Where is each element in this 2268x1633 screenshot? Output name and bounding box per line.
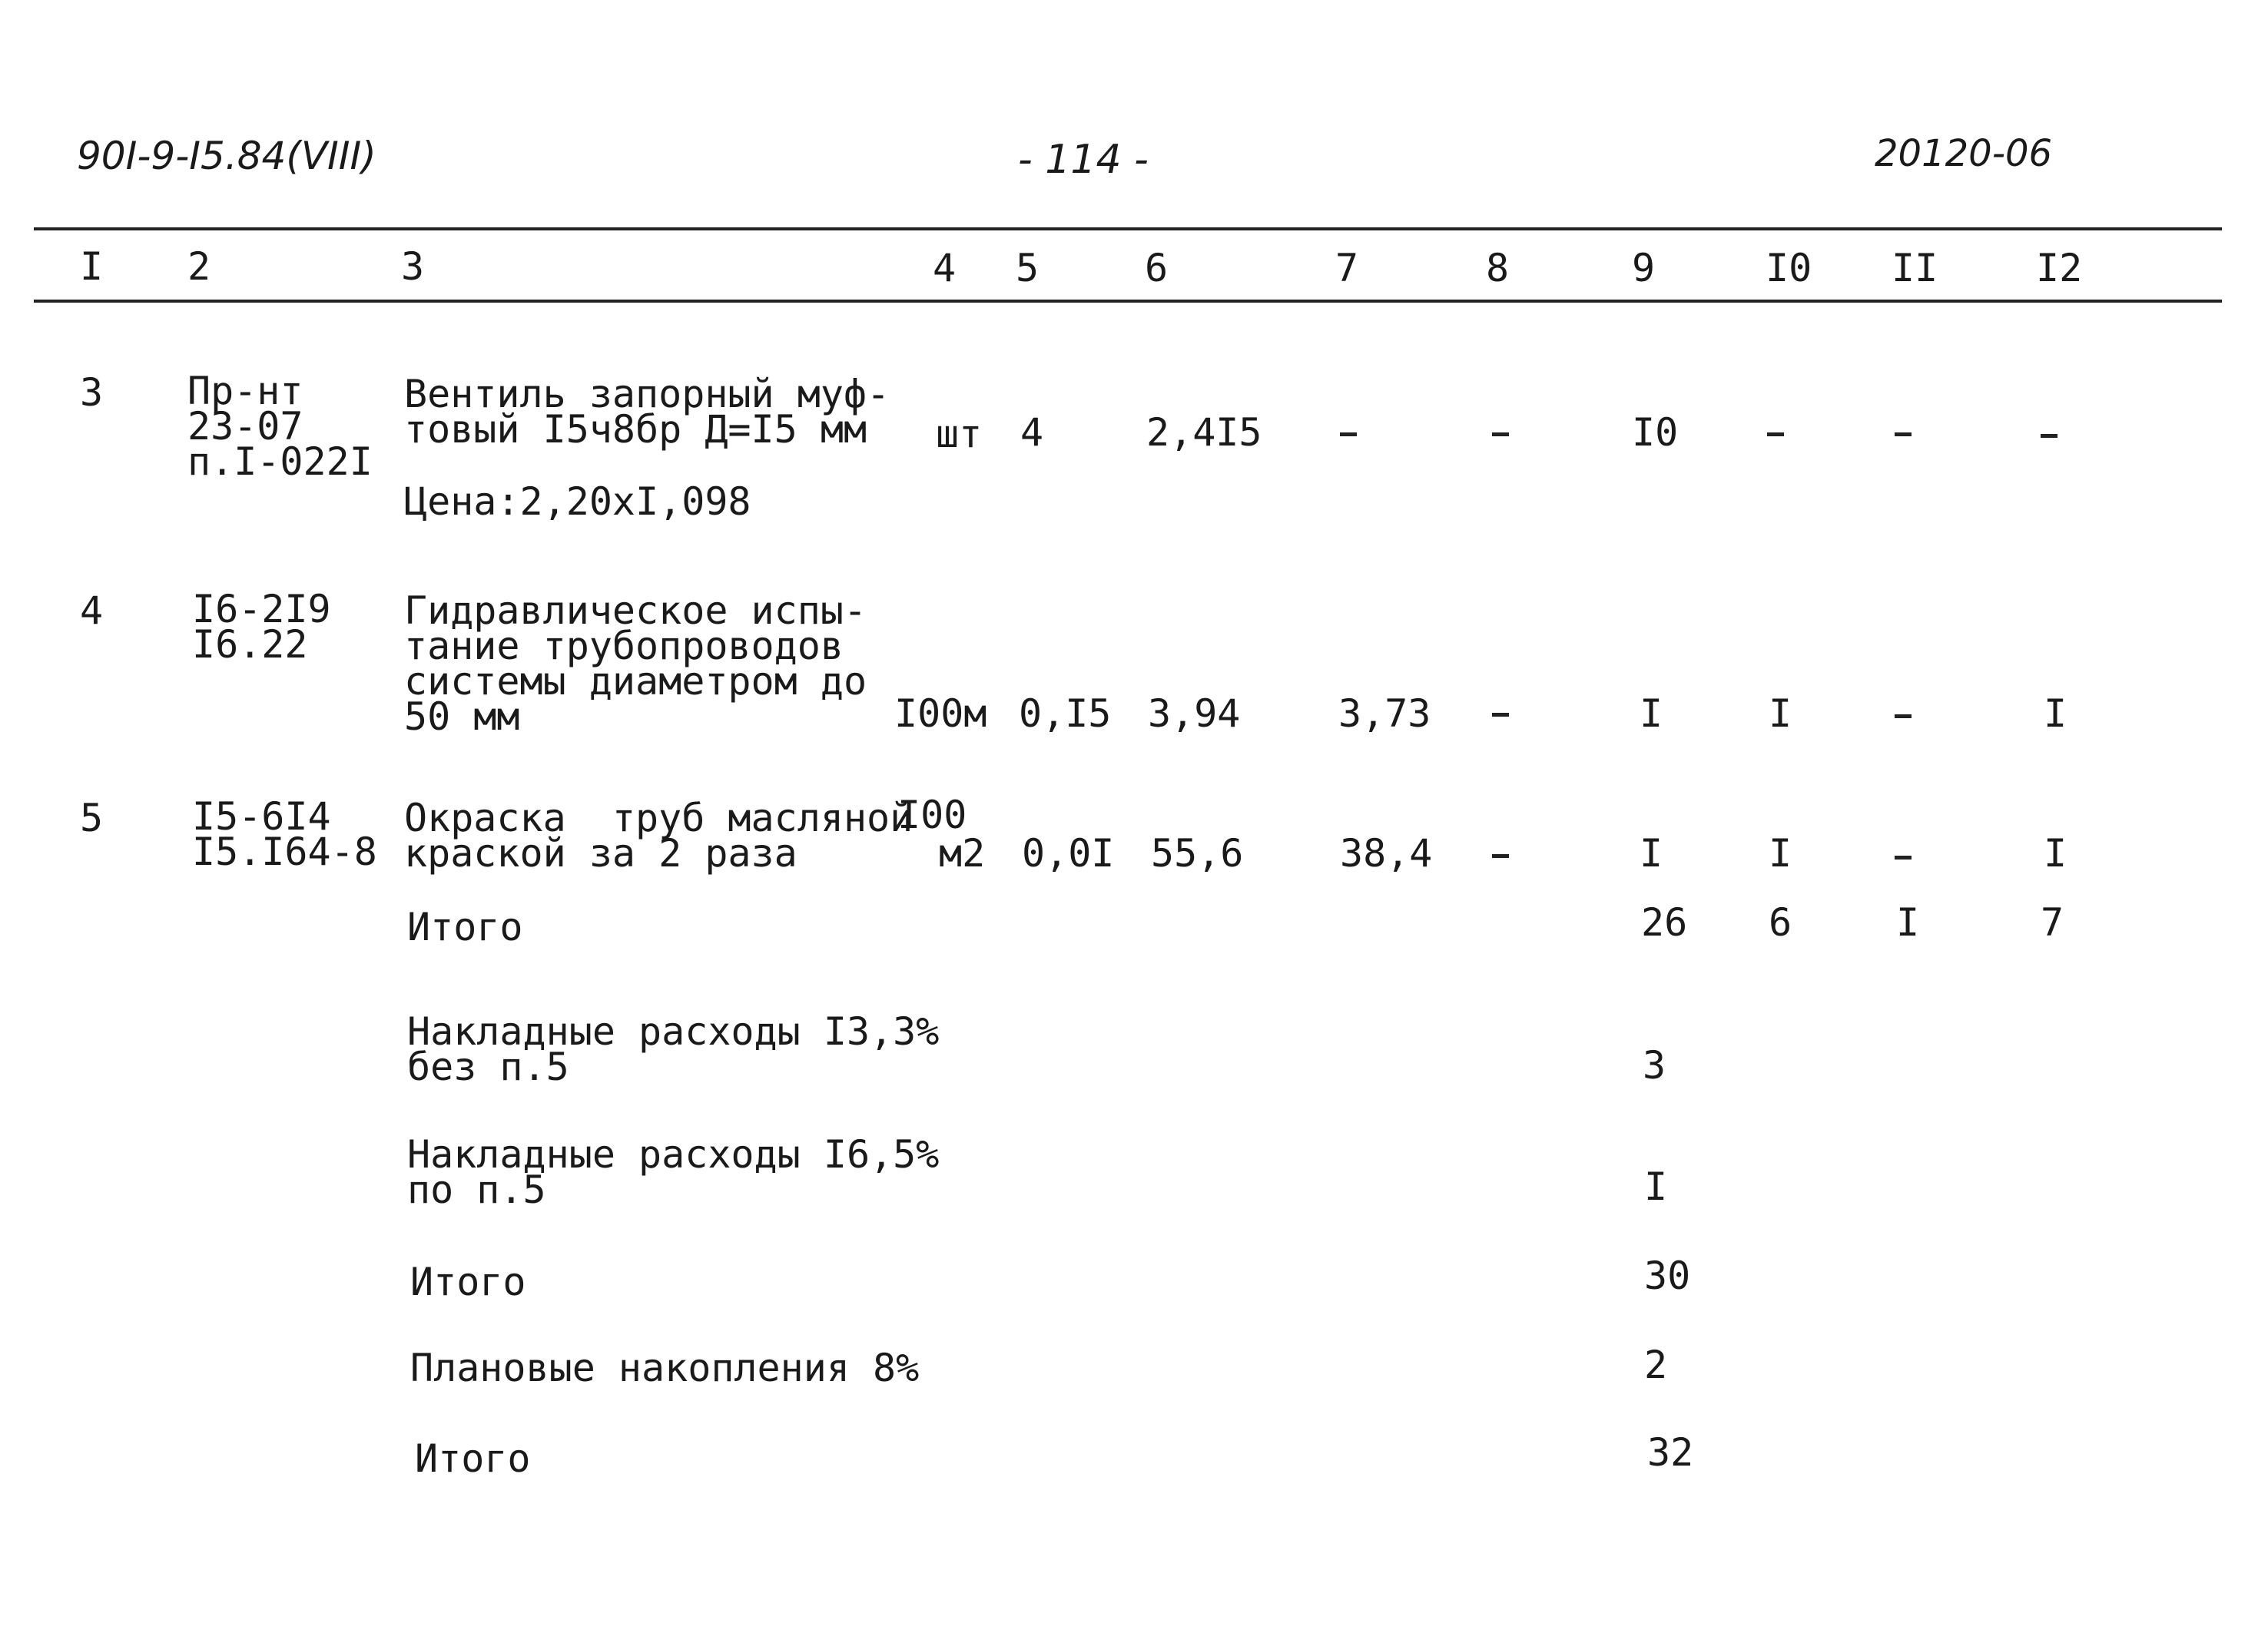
row-unit-top: I00 [897, 793, 967, 837]
col-header-8: 8 [1486, 246, 1510, 290]
sheet-code: 20120-06 [1875, 132, 2053, 175]
row-col8-dash [1492, 854, 1509, 858]
row-col7-dash [1340, 432, 1357, 436]
row-col12-dash [2041, 434, 2057, 438]
col-header-5: 5 [1016, 246, 1040, 290]
table-header-rule [34, 300, 2222, 303]
row-col9: I [1640, 831, 1663, 876]
row-number: 3 [80, 370, 104, 415]
row-col9: I0 [1632, 410, 1679, 455]
row-number: 4 [80, 588, 104, 633]
row-col7: 38,4 [1340, 831, 1433, 876]
summary-label: Плановые накопления 8% [410, 1346, 920, 1390]
col-header-7: 7 [1335, 246, 1359, 290]
summary-col9: 3 [1643, 1043, 1666, 1088]
col-header-6: 6 [1145, 246, 1169, 290]
row-quantity: 0,0I [1022, 831, 1115, 876]
row-col6: 55,6 [1151, 831, 1244, 876]
summary-col9: 30 [1644, 1254, 1691, 1298]
page-number: - 114 - [1018, 137, 1149, 183]
summary-col9: 32 [1647, 1430, 1694, 1475]
summary-col11: I [1896, 900, 1920, 945]
row-col9: I [1640, 691, 1663, 736]
row-col6: 3,94 [1148, 691, 1241, 736]
row-description: Вентиль запорный муф- товый I5ч8бр Д=I5 мм [404, 372, 890, 452]
col-header-11: II [1892, 246, 1938, 290]
row-description: Гидравлическое испы- тание трубопроводов системы диаметром до 50 мм [404, 588, 867, 739]
col-header-3: 3 [401, 244, 425, 289]
row-number: 5 [80, 796, 104, 840]
row-col6: 2,4I5 [1146, 410, 1262, 455]
summary-label: Итого [415, 1436, 531, 1481]
row-quantity: 0,I5 [1019, 691, 1112, 736]
col-header-4: 4 [933, 246, 957, 290]
row-col12: I [2044, 831, 2067, 876]
col-header-12: I2 [2036, 246, 2083, 290]
row-col8-dash [1492, 432, 1509, 436]
row-col10: I [1769, 691, 1792, 736]
row-unit: м2 [939, 831, 986, 876]
row-unit: шт [936, 412, 983, 456]
summary-col9: 2 [1644, 1343, 1668, 1387]
row-code: I5-6I4 I5.I64-8 [192, 794, 377, 874]
row-code: Пр-нт 23-07 п.I-022I [187, 369, 373, 484]
table-top-rule [34, 227, 2222, 230]
row-col7: 3,73 [1338, 691, 1431, 736]
row-quantity: 4 [1020, 410, 1044, 455]
document-code: 90I-9-I5.84(VIII) [77, 134, 376, 178]
col-header-1: I [80, 244, 104, 289]
row-unit: I00м [894, 691, 987, 736]
summary-label: Накладные расходы I6,5% по п.5 [407, 1132, 940, 1212]
col-header-9: 9 [1632, 246, 1656, 290]
summary-col9: I [1644, 1164, 1668, 1209]
summary-label: Итого [410, 1260, 526, 1304]
summary-col10: 6 [1769, 900, 1792, 945]
summary-label: Накладные расходы I3,3% без п.5 [407, 1009, 940, 1089]
row-description: Окраска труб масляной краской за 2 раза [404, 796, 914, 876]
row-col11-dash [1895, 856, 1912, 860]
col-header-2: 2 [187, 244, 211, 289]
row-col10-dash [1767, 432, 1784, 436]
summary-col12: 7 [2041, 900, 2064, 945]
summary-col9: 26 [1641, 900, 1688, 945]
row-col8-dash [1492, 713, 1509, 717]
row-price-note: Цена:2,20хI,098 [404, 479, 751, 524]
summary-label: Итого [407, 905, 523, 949]
row-col12: I [2044, 691, 2067, 736]
row-col11-dash [1895, 432, 1912, 436]
row-code: I6-2I9 I6.22 [192, 587, 331, 667]
row-col10: I [1769, 831, 1792, 876]
row-col11-dash [1895, 714, 1912, 718]
col-header-10: I0 [1766, 246, 1812, 290]
